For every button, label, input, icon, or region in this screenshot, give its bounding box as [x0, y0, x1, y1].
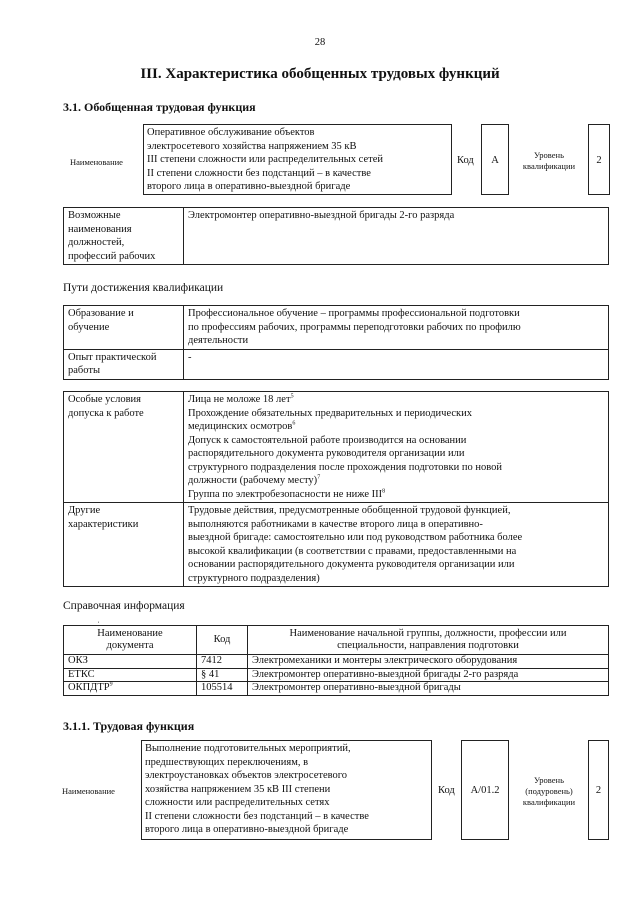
other-value: Трудовые действия, предусмотренные обобщенной трудовой функцией, выполняются работниками в качестве второго лица в оперативно- выездной бригаде: самостоятельно или под руководством работника более высокой квалификации (в соответствии с правами, предоставленными на основании распорядительного документа руководителя организации или структурного подразделения) — [184, 503, 609, 587]
tf-code-box — [461, 740, 509, 840]
row-name: Электромонтер оперативно-выездной бригады 2-го разряда — [248, 668, 609, 682]
table-row — [64, 668, 609, 682]
row-doc: ОКЗ — [64, 655, 197, 669]
gf-level-box — [588, 124, 610, 195]
col-doc-header: Наименование документа — [64, 626, 197, 655]
col-code-header: Код — [197, 626, 248, 655]
condition-safety-group: Группа по электробезопасности не ниже III$^8$ — [188, 488, 386, 500]
education-value: Профессиональное обучение – программы профессиональной подготовки по профессиям рабочих, программы переподготовки рабочих по профилю деятельности — [184, 306, 609, 350]
gf-code-label: Код — [457, 155, 474, 166]
pen-mark: ˌ — [97, 613, 100, 623]
reference-heading: Справочная информация — [63, 600, 185, 612]
gf-heading: 3.1. Обобщенная трудовая функция — [63, 100, 256, 114]
paths-heading: Пути достижения квалификации — [63, 282, 224, 294]
conditions-table — [63, 391, 609, 587]
tf-name-box: Выполнение подготовительных мероприятий, предшествующих переключениям, в электроустановках объектов электросетевого хозяйства напряжением 35 кВ III степени сложности или распределительных сетях II степени сложности без подстанций – в качестве второго лица в оперативно-выездной бригаде — [141, 740, 432, 840]
tf-code-label: Код — [438, 785, 455, 796]
experience-value: - — [184, 349, 609, 379]
col-name-header: Наименование начальной группы, должности, профессии или специальности, направления подготовки — [248, 626, 609, 655]
tf-level-box — [588, 740, 609, 840]
row-name: Электромонтер оперативно-выездной бригады — [248, 682, 609, 696]
tf-name-label: Наименование — [62, 786, 115, 796]
row-code: 105514 — [197, 682, 248, 696]
positions-label: Возможные наименования должностей, профессий рабочих — [64, 208, 184, 265]
gf-level-value: 2 — [596, 155, 602, 166]
table-row — [64, 655, 609, 669]
gf-code-box — [481, 124, 509, 195]
tf-heading: 3.1.1. Трудовая функция — [63, 719, 195, 733]
condition-admission: Допуск к самостоятельной работе производится на основании распорядительного документа руководителя организации или структурного подразделения после прохождения подготовки по новой должности (рабочему месту)$^7$ — [188, 434, 502, 486]
row-code: 7412 — [197, 655, 248, 669]
row-code: § 41 — [197, 668, 248, 682]
table-row — [64, 682, 609, 696]
gf-name-box: Оперативное обслуживание объектов электросетевого хозяйства напряжением 35 кВ III степени сложности или распределительных сетей II степени сложности без подстанций – в качестве второго лица в оперативно-выездной бригаде — [143, 124, 452, 195]
conditions-label: Особые условия допуска к работе — [64, 392, 184, 503]
page-number: 28 — [314, 37, 326, 48]
section-title: III. Характеристика обобщенных трудовых функций — [140, 66, 500, 82]
education-label: Образование и обучение — [64, 306, 184, 350]
tf-code-value: А/01.2 — [470, 785, 500, 796]
gf-level-label: Уровень квалификации — [522, 150, 576, 171]
gf-name-label: Наименование — [70, 157, 123, 167]
reference-table — [63, 625, 609, 696]
education-table — [63, 305, 609, 380]
tf-level-value: 2 — [595, 785, 602, 796]
row-doc: ЕТКС — [64, 668, 197, 682]
positions-table — [63, 207, 609, 265]
condition-medical: Прохождение обязательных предварительных и периодических медицинских осмотров$^6$ — [188, 407, 473, 432]
row-name: Электромеханики и монтеры электрического оборудования — [248, 655, 609, 669]
positions-value: Электромонтер оперативно-выездной бригады 2-го разряда — [184, 208, 609, 265]
condition-age: Лица не моложе 18 лет$^5$ — [188, 393, 294, 405]
tf-level-label: Уровень (подуровень) квалификации — [522, 775, 576, 807]
experience-label: Опыт практической работы — [64, 349, 184, 379]
gf-code-value: А — [491, 155, 499, 166]
other-label: Другие характеристики — [64, 503, 184, 587]
row-doc: ОКПДТР$^9$ — [64, 682, 197, 696]
